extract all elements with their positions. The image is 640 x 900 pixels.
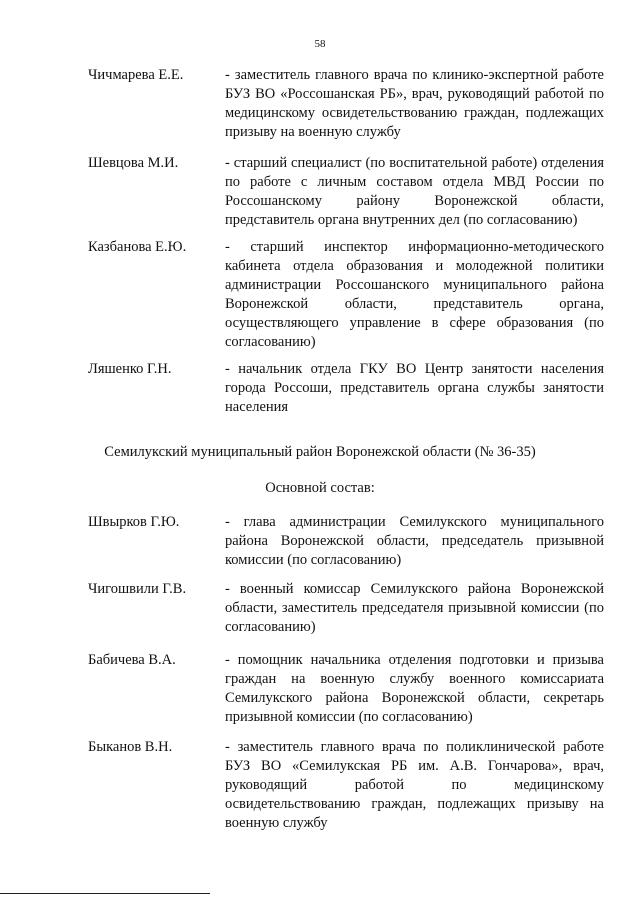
member-entry <box>88 154 604 230</box>
page-number: 58 <box>314 38 326 50</box>
member-entry <box>88 580 604 637</box>
section-title: Семилукский муниципальный район Воронежской области (№ 36-35) <box>104 444 536 460</box>
member-description: - помощник начальника отделения подготовки и призыва граждан на военную службу военного комиссариата Семилукского района Воронежской области, секретарь призывной комиссии (по согласованию) <box>225 652 604 725</box>
member-description: - военный комиссар Семилукского района Воронежской области, заместитель председателя призывной комиссии (по согласованию) <box>225 581 604 635</box>
member-entry <box>88 513 604 570</box>
member-name: Бабичева В.А. <box>88 652 176 668</box>
member-name: Казбанова Е.Ю. <box>88 239 187 255</box>
member-entry <box>88 360 604 417</box>
member-name: Ляшенко Г.Н. <box>88 361 172 377</box>
member-description: - старший инспектор информационно-методического кабинета отдела образования и молодежной политики администрации Россошанского муниципального района Воронежской области, представитель органа, осуществляющего управление в сфере образования (по согласованию) <box>225 239 604 350</box>
member-name: Чигошвили Г.В. <box>88 581 187 597</box>
member-entry <box>88 651 604 727</box>
member-name: Швырков Г.Ю. <box>88 514 180 530</box>
member-description: - заместитель главного врача по клинико-экспертной работе БУЗ ВО «Россошанская РБ», врач, руководящий работой по медицинскому освидетельствованию граждан, подлежащих призыву на военную службу <box>225 67 604 140</box>
section-subtitle: Основной состав: <box>265 480 375 496</box>
member-name: Быканов В.Н. <box>88 739 173 755</box>
member-entry <box>88 238 604 352</box>
member-name: Чичмарева Е.Е. <box>88 67 184 83</box>
footer-rule <box>0 893 210 894</box>
member-description: - старший специалист (по воспитательной работе) отделения по работе с личным составом отдела МВД России по Россошанскому району Воронежской области, представитель органа внутренних дел (по согласованию) <box>225 155 604 228</box>
member-description: - глава администрации Семилукского муниципального района Воронежской области, председатель призывной комиссии (по согласованию) <box>225 514 604 568</box>
member-description: - начальник отдела ГКУ ВО Центр занятости населения города Россоши, представитель органа службы занятости населения <box>225 361 604 415</box>
member-description: - заместитель главного врача по поликлинической работе БУЗ ВО «Семилукская РБ им. А.В. Гончарова», врач, руководящий работой по медицинскому освидетельствованию граждан, подлежащих призыву на военную службу <box>225 739 604 831</box>
member-name: Шевцова М.И. <box>88 155 179 171</box>
member-entry <box>88 66 604 142</box>
member-entry <box>88 738 604 833</box>
